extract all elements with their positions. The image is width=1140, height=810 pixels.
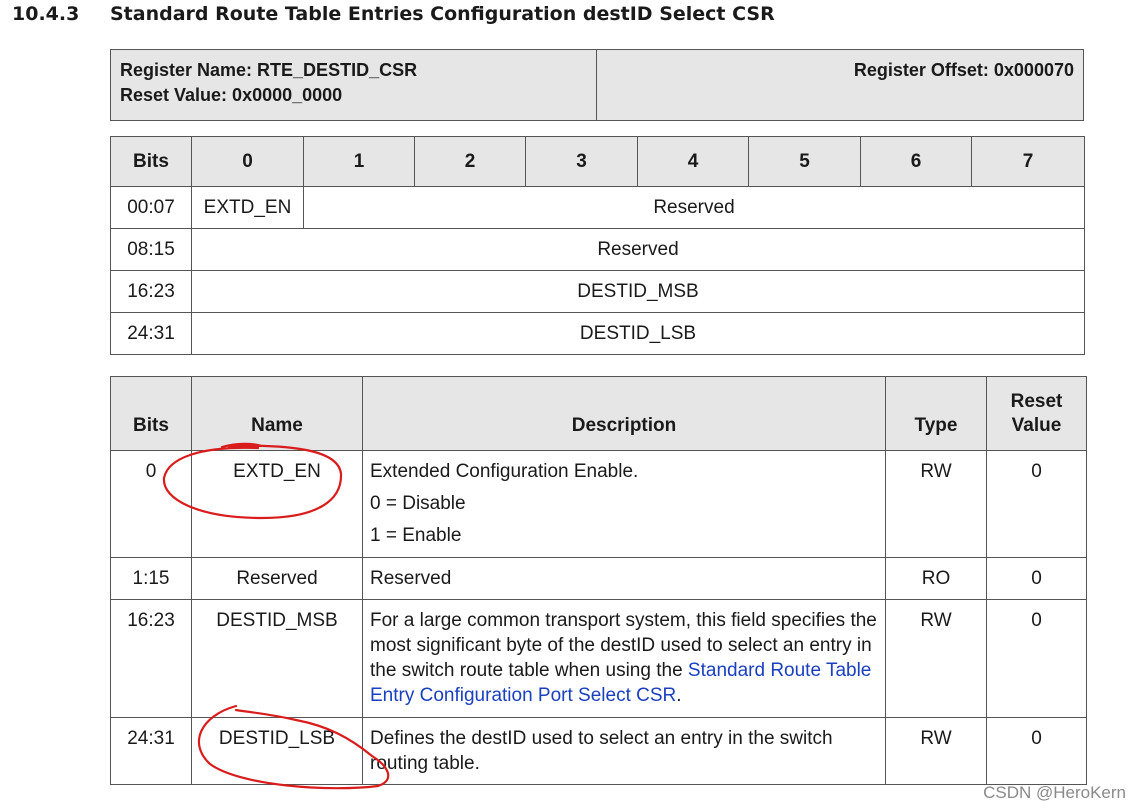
- bit-5-header: 5: [749, 137, 861, 187]
- description-line: 1 = Enable: [370, 525, 462, 546]
- bit-2-header: 2: [415, 137, 526, 187]
- bit-range-cell: 16:23: [111, 271, 192, 313]
- register-header: [110, 49, 1084, 121]
- bits-header: Bits: [111, 137, 192, 187]
- description-end: .: [676, 685, 682, 706]
- bit-range-cell: 00:07: [111, 187, 192, 229]
- bit-6-header: 6: [861, 137, 972, 187]
- name-cell: DESTID_MSB: [192, 600, 363, 718]
- bits-cell: 16:23: [111, 600, 192, 718]
- description-line: 0 = Disable: [370, 493, 466, 514]
- bits-cell: 0: [111, 451, 192, 558]
- name-column-header: Name: [192, 377, 363, 451]
- field-cell: Reserved: [192, 229, 1085, 271]
- name-cell: Reserved: [192, 558, 363, 600]
- bits-column-header: Bits: [111, 377, 192, 451]
- bit-range-cell: 08:15: [111, 229, 192, 271]
- bit-3-header: 3: [526, 137, 638, 187]
- reset-header-line-2: Value: [1011, 415, 1062, 436]
- table-row: [111, 313, 1085, 355]
- bits-cell: 24:31: [111, 718, 192, 785]
- table-row: [111, 187, 1085, 229]
- table-row: [111, 229, 1085, 271]
- watermark: CSDN @HeroKern: [983, 783, 1126, 802]
- reset-cell: 0: [987, 558, 1087, 600]
- port-select-csr-link[interactable]: Standard Route Table Entry Configuration Port Select CSR: [370, 660, 872, 706]
- type-cell: RW: [886, 451, 987, 558]
- type-column-header: Type: [886, 377, 987, 451]
- table-row: [111, 718, 1087, 785]
- field-cell: EXTD_EN: [192, 187, 304, 229]
- bits-cell: 1:15: [111, 558, 192, 600]
- reset-value-column-header: [987, 377, 1087, 451]
- type-cell: RO: [886, 558, 987, 600]
- field-description-table: [110, 376, 1087, 785]
- description-cell: [363, 600, 886, 718]
- table-row: [111, 451, 1087, 558]
- register-name-cell: [111, 50, 597, 120]
- name-cell: EXTD_EN: [192, 451, 363, 558]
- type-cell: RW: [886, 600, 987, 718]
- bit-header-row: [111, 137, 1085, 187]
- description-line: Extended Configuration Enable.: [370, 461, 639, 482]
- field-header-row: [111, 377, 1087, 451]
- description-text: For a large common transport system, this field specifies the most significant byte of the destID used to select an entry in the switch route table when using the: [370, 610, 877, 681]
- reset-cell: 0: [987, 451, 1087, 558]
- bit-1-header: 1: [304, 137, 415, 187]
- description-cell: [363, 451, 886, 558]
- section-number: 10.4.3: [12, 3, 80, 25]
- field-cell: Reserved: [304, 187, 1085, 229]
- bit-4-header: 4: [638, 137, 749, 187]
- table-row: [111, 271, 1085, 313]
- table-row: [111, 600, 1087, 718]
- name-cell: DESTID_LSB: [192, 718, 363, 785]
- reset-cell: 0: [987, 600, 1087, 718]
- reset-cell: 0: [987, 718, 1087, 785]
- register-reset-value: Reset Value: 0x0000_0000: [120, 85, 343, 105]
- bit-range-cell: 24:31: [111, 313, 192, 355]
- register-name: Register Name: RTE_DESTID_CSR: [120, 60, 418, 80]
- description-cell: Defines the destID used to select an entry in the switch routing table.: [363, 718, 886, 785]
- section-title: Standard Route Table Entries Configuration destID Select CSR: [110, 3, 775, 25]
- table-row: [111, 558, 1087, 600]
- bit-7-header: 7: [972, 137, 1085, 187]
- section-heading: [12, 0, 775, 28]
- register-offset: Register Offset: 0x000070: [853, 60, 1074, 80]
- field-cell: DESTID_MSB: [192, 271, 1085, 313]
- type-cell: RW: [886, 718, 987, 785]
- register-offset-cell: [597, 50, 1083, 120]
- bit-layout-table: [110, 136, 1085, 355]
- bit-0-header: 0: [192, 137, 304, 187]
- description-column-header: Description: [363, 377, 886, 451]
- description-cell: Reserved: [363, 558, 886, 600]
- reset-header-line-1: Reset: [1010, 391, 1063, 412]
- field-cell: DESTID_LSB: [192, 313, 1085, 355]
